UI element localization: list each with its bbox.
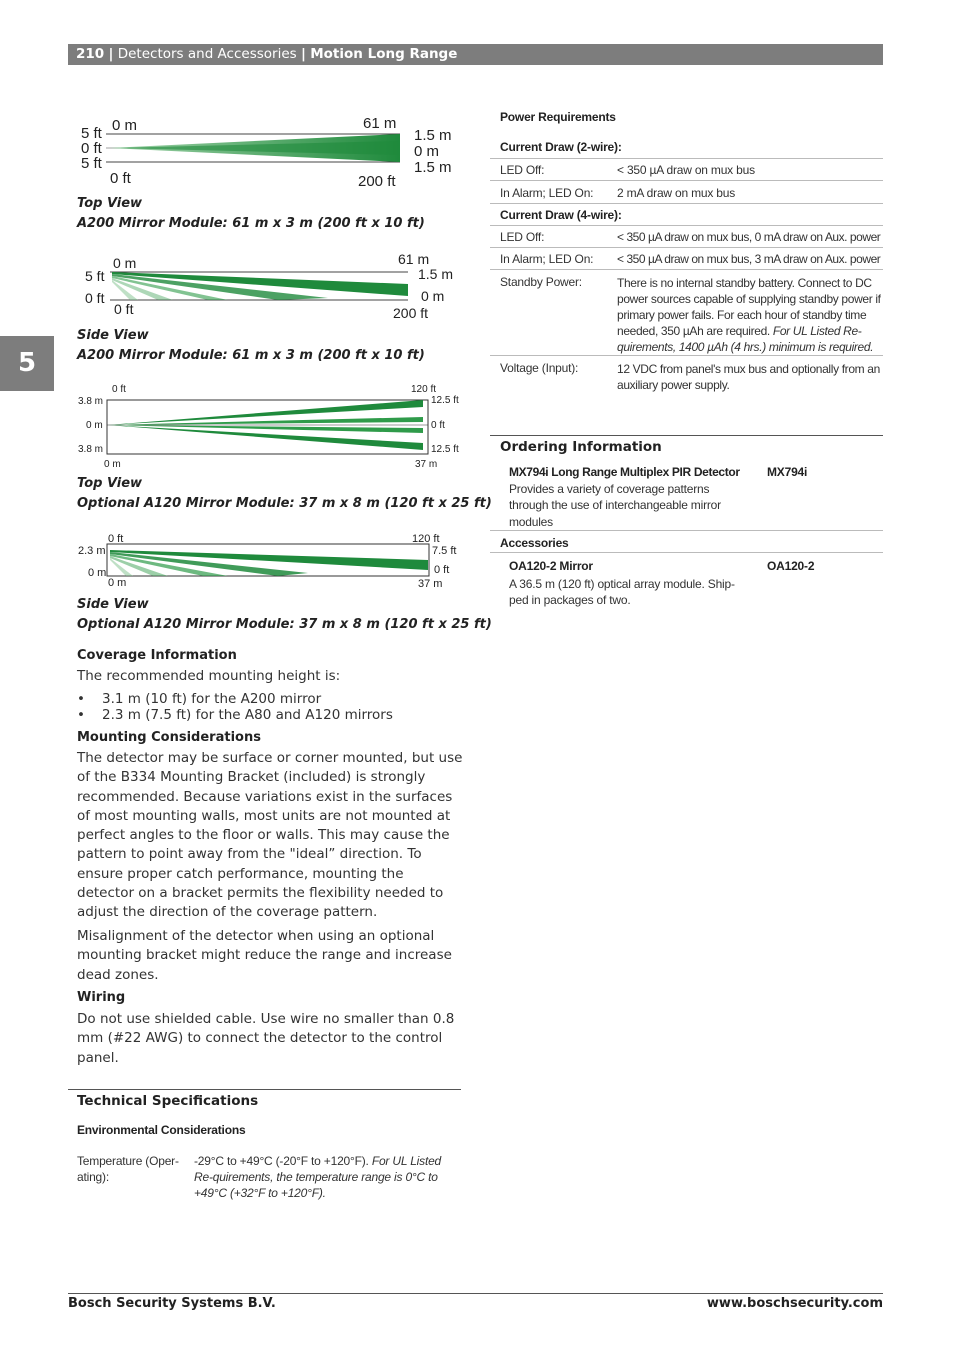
row-label: Voltage (Input): (500, 361, 579, 375)
ordering-heading: Ordering Information (500, 439, 662, 455)
list-item: • 3.1 m (10 ft) for the A200 mirror (77, 691, 467, 707)
figure-a120-side (78, 530, 463, 590)
label-end-ft: 200 ft (393, 305, 429, 321)
accessories-heading: Accessories (500, 536, 569, 550)
standby-value: There is no internal standby battery. Connect to DC power sources capable of supplying standby power if primary power fails. For each hour of standby time needed, 350 µAh are required. (617, 276, 881, 338)
label-right-top: 12.5 ft (431, 395, 459, 406)
standby-value-block (617, 275, 881, 355)
row-label: LED Off: (500, 163, 545, 177)
label-end-m: 61 m (363, 115, 397, 132)
header-section: Detectors and Accessories (117, 46, 297, 62)
a200-side-diagram (78, 250, 463, 325)
accessory-name: OA120-2 Mirror (509, 559, 593, 573)
label-top-left: 0 ft (112, 384, 126, 395)
label-bottom-right: 37 m (415, 459, 438, 470)
label-left-mid: 0 m (86, 420, 103, 431)
figure-view-label: Top View (77, 476, 143, 491)
row-value: 12 VDC from panel's mux bus and optionally from an auxiliary power supply. (617, 362, 880, 392)
a200-top-diagram (78, 112, 463, 192)
label-5ft-top: 5 ft (81, 125, 102, 142)
page-header (68, 44, 883, 65)
label-0ft: 0 ft (81, 140, 102, 157)
footer-website[interactable]: www.boschsecurity.com (706, 1296, 883, 1311)
label-end-m: 61 m (398, 251, 430, 267)
product-code: MX794i (767, 465, 808, 479)
label-start-m: 0 m (112, 117, 138, 134)
footer-company: Bosch Security Systems B.V. (68, 1296, 276, 1311)
label-left-top: 3.8 m (78, 396, 104, 407)
label-right-top: 7.5 ft (432, 545, 457, 557)
figure-a200-side (78, 250, 463, 325)
divider (490, 247, 883, 248)
label-start-ft: 0 ft (114, 301, 134, 317)
label-right-bottom: 12.5 ft (431, 444, 459, 455)
coverage-heading: Coverage Information (77, 648, 237, 663)
label-right-bottom: 1.5 m (414, 159, 452, 176)
mounting-heading: Mounting Considerations (77, 730, 261, 745)
figure-a120-top (78, 382, 463, 472)
wiring-heading: Wiring (77, 990, 126, 1005)
power-heading: Power Requirements (500, 110, 616, 124)
divider (490, 180, 883, 181)
label-right-mid: 0 m (414, 143, 440, 160)
accessory-description: A 36.5 m (120 ft) optical array module. Ship-ped in packages of two. (509, 577, 735, 608)
a120-top-diagram (78, 382, 463, 472)
label-top-left: 0 ft (108, 533, 124, 545)
label-right-mid: 0 ft (431, 420, 445, 431)
header-separator: | (108, 46, 114, 62)
a120-side-diagram (78, 530, 463, 590)
temp-label: Temperature (Oper-ating): (77, 1154, 179, 1184)
label-right-top: 1.5 m (418, 266, 454, 282)
label-5ft-bottom: 5 ft (81, 155, 102, 172)
label-0ft: 0 ft (85, 290, 105, 306)
label-5ft: 5 ft (85, 268, 105, 284)
label-top-right: 120 ft (411, 384, 437, 395)
accessory-code: OA120-2 (767, 559, 815, 573)
list-item: • 2.3 m (7.5 ft) for the A80 and A120 mirrors (77, 707, 467, 723)
row-value: < 350 µA draw on mux bus, 0 mA draw on Aux. power (617, 230, 881, 244)
label-right-bottom: 0 ft (434, 564, 450, 576)
divider (490, 203, 883, 204)
figure-view-label: Top View (77, 196, 143, 211)
label-start-m: 0 m (113, 255, 137, 271)
header-separator: | (300, 46, 306, 62)
label-left-bottom: 0 m (88, 567, 107, 579)
header-title: Motion Long Range (310, 46, 458, 62)
row-value: < 350 µA draw on mux bus (617, 163, 755, 177)
label-top-right: 120 ft (412, 533, 440, 545)
temp-value: -29°C to +49°C (-20°F to +120°F). (194, 1154, 372, 1168)
figure-caption: A200 Mirror Module: 61 m x 3 m (200 ft x 10 ft) (77, 348, 425, 363)
coverage-intro: The recommended mounting height is: (77, 668, 341, 684)
divider (490, 158, 883, 159)
figure-a200-top (78, 112, 463, 192)
figure-caption: A200 Mirror Module: 61 m x 3 m (200 ft x 10 ft) (77, 216, 425, 231)
label-bottom-right: 37 m (418, 578, 443, 590)
label-bottom-left: 0 m (108, 577, 127, 589)
label-end-ft: 200 ft (358, 173, 396, 190)
current-2wire-heading: Current Draw (2-wire): (500, 140, 622, 154)
row-value: 2 mA draw on mux bus (617, 186, 736, 200)
product-description: Provides a variety of coverage patterns through the use of interchangeable mirror modules (509, 482, 721, 529)
label-start-ft: 0 ft (110, 170, 131, 187)
row-label: LED Off: (500, 230, 545, 244)
divider (490, 552, 883, 553)
row-label: Standby Power: (500, 275, 582, 289)
label-left-top: 2.3 m (78, 545, 106, 557)
figure-view-label: Side View (77, 597, 149, 612)
wiring-paragraph: Do not use shielded cable. Use wire no smaller than 0.8 mm (#22 AWG) to connect the detector to the control panel. (77, 1011, 455, 1066)
divider (490, 435, 883, 436)
row-label: In Alarm; LED On: (500, 252, 594, 266)
label-bottom-left: 0 m (104, 459, 121, 470)
temp-value-block (194, 1153, 460, 1201)
footer-rule (68, 1293, 883, 1294)
row-value: < 350 µA draw on mux bus, 3 mA draw on Aux. power (617, 252, 881, 266)
temp-note: For UL Listed Re-quirements, the temperature range is 0°C to +49°C (+32°F to +120°F). (194, 1154, 442, 1200)
divider (490, 269, 883, 270)
label-left-bottom: 3.8 m (78, 444, 104, 455)
chapter-tab: 5 (0, 336, 54, 391)
figure-caption: Optional A120 Mirror Module: 37 m x 8 m (120 ft x 25 ft) (77, 617, 492, 632)
product-name: MX794i Long Range Multiplex PIR Detector (509, 465, 740, 479)
mounting-paragraph: Misalignment of the detector when using an optional mounting bracket might reduce the range and increase dead zones. (77, 928, 452, 983)
current-4wire-heading: Current Draw (4-wire): (500, 208, 622, 222)
divider (490, 530, 883, 531)
figure-view-label: Side View (77, 328, 149, 343)
divider (490, 355, 883, 356)
row-label: In Alarm; LED On: (500, 186, 594, 200)
mounting-paragraph: The detector may be surface or corner mounted, but use of the B334 Mounting Bracket (included) is strongly recommended. Because variations exist in the surfaces of most mounting walls, most units are not mounted at perfect angles to the floor or walls. This may cause the pattern to point away from the "ideal” direction. To ensure proper catch performance, mounting the detector on a bracket permits the flexibility needed to adjust the direction of the coverage pattern. (77, 750, 463, 921)
coverage-list (77, 691, 467, 723)
env-heading: Environmental Considerations (77, 1123, 246, 1137)
figure-caption: Optional A120 Mirror Module: 37 m x 8 m (120 ft x 25 ft) (77, 496, 492, 511)
standby-note: For UL Listed Re-quirements, 1400 µAh (4 hrs.) minimum is required. (617, 324, 874, 354)
divider (68, 1089, 461, 1090)
divider (490, 225, 883, 226)
page-number: 210 (76, 46, 105, 62)
tech-specs-heading: Technical Specifications (77, 1093, 259, 1109)
label-right-top: 1.5 m (414, 127, 452, 144)
label-right-bottom: 0 m (421, 288, 445, 304)
